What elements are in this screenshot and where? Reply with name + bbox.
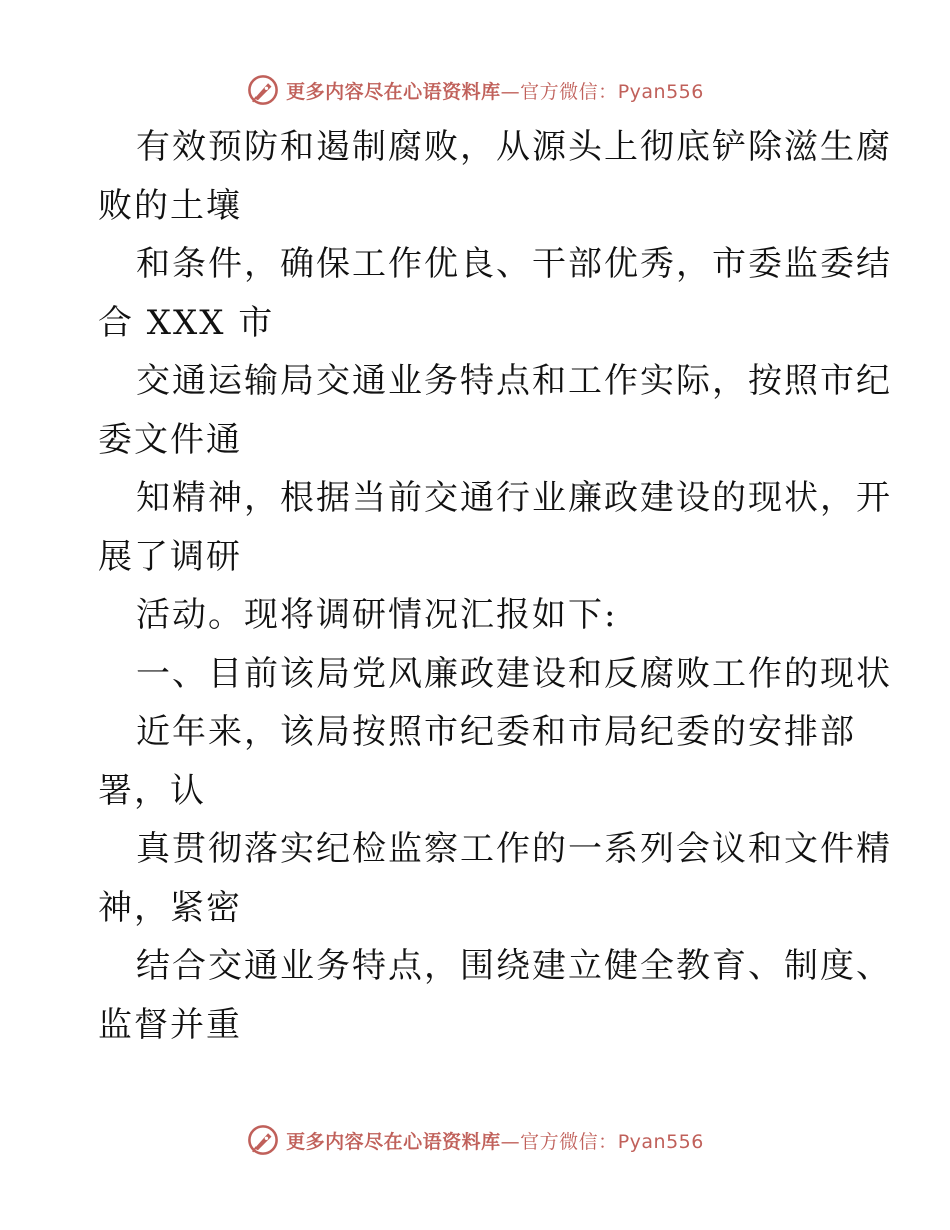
document-line: 败的土壤 xyxy=(98,185,242,226)
document-line: 结合交通业务特点，围绕建立健全教育、制度、 xyxy=(136,946,892,986)
footer-separator: — xyxy=(500,1130,521,1153)
footer-wechat-id: Pyan556 xyxy=(617,1130,704,1153)
header-banner-inner xyxy=(246,73,704,107)
document-line: 监督并重 xyxy=(98,1004,242,1045)
document-line: 展了调研 xyxy=(98,536,242,577)
document-line: 有效预防和遏制腐败，从源头上彻底铲除滋生腐 xyxy=(136,127,892,167)
pen-nib-logo-icon xyxy=(246,1123,280,1157)
header-wechat-label: 官方微信： xyxy=(520,80,618,103)
footer-banner-text xyxy=(286,1127,704,1154)
document-line: 署，认 xyxy=(98,770,206,811)
pen-nib-logo-icon xyxy=(246,73,280,107)
document-line: 知精神，根据当前交通行业廉政建设的现状，开 xyxy=(136,478,892,518)
document-line: 合 XXX 市 xyxy=(98,302,275,343)
document-line: 真贯彻落实纪检监察工作的一系列会议和文件精 xyxy=(136,829,892,869)
footer-wechat-label: 官方微信： xyxy=(520,1130,618,1153)
header-separator: — xyxy=(500,80,521,103)
header-wechat-id: Pyan556 xyxy=(617,80,704,103)
header-banner xyxy=(0,70,950,110)
document-line: 委文件通 xyxy=(98,419,242,460)
section-heading: 一、目前该局党风廉政建设和反腐败工作的现状 xyxy=(136,653,892,694)
header-banner-text xyxy=(286,77,704,104)
footer-banner xyxy=(0,1120,950,1160)
document-line: 活动。现将调研情况汇报如下: xyxy=(136,595,618,635)
document-line: 神，紧密 xyxy=(98,887,242,928)
document-body xyxy=(98,118,892,1054)
header-site-text: 更多内容尽在心语资料库 xyxy=(286,80,501,103)
footer-banner-inner xyxy=(246,1123,704,1157)
footer-site-text: 更多内容尽在心语资料库 xyxy=(286,1130,501,1153)
document-line: 和条件，确保工作优良、干部优秀，市委监委结 xyxy=(136,244,892,284)
document-line: 交通运输局交通业务特点和工作实际，按照市纪 xyxy=(136,361,892,401)
document-line: 近年来，该局按照市纪委和市局纪委的安排部 xyxy=(136,712,856,752)
